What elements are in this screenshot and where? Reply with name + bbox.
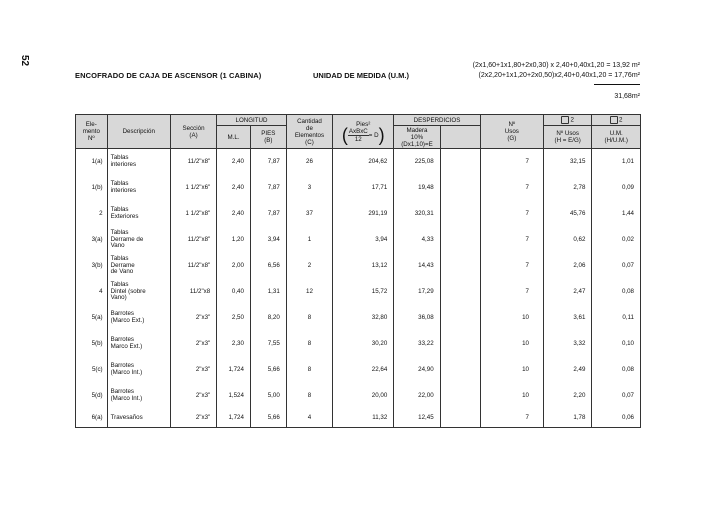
header-h-top: 2 xyxy=(543,115,591,126)
cell-ml: 1,20 xyxy=(217,227,251,253)
cell-pies: 7,87 xyxy=(250,149,286,176)
cell-pies2: 13,12 xyxy=(333,253,394,279)
header-pies2-label: Pies² xyxy=(356,120,371,128)
cell-descripcion: Tablas interiores xyxy=(107,149,170,176)
cell-cantidad: 8 xyxy=(286,357,332,383)
cell-pies: 5,00 xyxy=(250,383,286,409)
header-usos: Nº Usos (G) xyxy=(480,115,543,149)
cell-descripcion: Tablas Dintel (sobre Vano) xyxy=(107,279,170,305)
document-title: ENCOFRADO DE CAJA DE ASCENSOR (1 CABINA) xyxy=(75,71,262,80)
cell-ml: 1,524 xyxy=(217,383,251,409)
cell-cantidad: 3 xyxy=(286,175,332,201)
cell-um: 0,09 xyxy=(592,175,641,201)
header-longitud: LONGITUD xyxy=(217,115,287,126)
cell-pies2: 3,94 xyxy=(333,227,394,253)
cell-um: 1,44 xyxy=(592,201,641,227)
pies2-equals: = D xyxy=(368,131,379,139)
cell-usos: 7 xyxy=(480,409,543,428)
cell-h: 1,78 xyxy=(543,409,591,428)
pies2-denominator: 12 xyxy=(354,135,362,143)
cell-pies: 7,87 xyxy=(250,201,286,227)
cell-madera: 24,90 xyxy=(394,357,440,383)
table-row xyxy=(76,227,641,253)
cell-pies2: 15,72 xyxy=(333,279,394,305)
cell-h: 2,47 xyxy=(543,279,591,305)
cell-elemento: 4 xyxy=(76,279,108,305)
cell-empty xyxy=(440,331,480,357)
cell-empty xyxy=(440,383,480,409)
cell-madera: 36,08 xyxy=(394,305,440,331)
unit-of-measure-title: UNIDAD DE MEDIDA (U.M.) xyxy=(313,71,409,80)
cell-cantidad: 12 xyxy=(286,279,332,305)
table-row xyxy=(76,409,641,428)
cell-empty xyxy=(440,409,480,428)
cell-cantidad: 4 xyxy=(286,409,332,428)
cell-ml: 2,40 xyxy=(217,175,251,201)
cell-madera: 14,43 xyxy=(394,253,440,279)
cell-madera: 4,33 xyxy=(394,227,440,253)
cell-madera: 12,45 xyxy=(394,409,440,428)
cell-pies: 3,94 xyxy=(250,227,286,253)
cell-descripcion: Barrotes (Marco Ext.) xyxy=(107,305,170,331)
cell-usos: 10 xyxy=(480,383,543,409)
cell-seccion: 2"x3" xyxy=(170,305,216,331)
cell-pies: 1,31 xyxy=(250,279,286,305)
cell-usos: 7 xyxy=(480,201,543,227)
cell-elemento: 5(a) xyxy=(76,305,108,331)
cell-descripcion: Tablas interiores xyxy=(107,175,170,201)
cell-um: 0,10 xyxy=(592,331,641,357)
cell-empty xyxy=(440,253,480,279)
cell-elemento: 1(b) xyxy=(76,175,108,201)
cell-usos: 10 xyxy=(480,305,543,331)
page-number: 52 xyxy=(19,55,30,67)
cell-descripcion: Tablas Derrame de Vano xyxy=(107,227,170,253)
cell-seccion: 2"x3" xyxy=(170,331,216,357)
cell-seccion: 2"x3" xyxy=(170,383,216,409)
sum-rule xyxy=(594,84,640,85)
table-row xyxy=(76,253,641,279)
cell-cantidad: 8 xyxy=(286,305,332,331)
table-body xyxy=(76,149,641,428)
cell-elemento: 5(c) xyxy=(76,357,108,383)
cell-h: 2,78 xyxy=(543,175,591,201)
cell-cantidad: 1 xyxy=(286,227,332,253)
formwork-table xyxy=(75,114,641,428)
cell-pies: 7,87 xyxy=(250,175,286,201)
cell-descripcion: Barrotes (Marco Int.) xyxy=(107,357,170,383)
cell-empty xyxy=(440,175,480,201)
header-seccion: Sección (A) xyxy=(170,115,216,149)
cell-pies2: 22,64 xyxy=(333,357,394,383)
pies2-numerator: AxBxC xyxy=(348,127,368,135)
cell-pies: 6,56 xyxy=(250,253,286,279)
cell-seccion: 1 1/2"x8" xyxy=(170,201,216,227)
cell-um: 1,01 xyxy=(592,149,641,176)
table-row xyxy=(76,331,641,357)
header-pies2-formula: ( $\frac{\text{AxBxC}}{12}$ = D) xyxy=(341,125,385,145)
cell-pies2: 291,19 xyxy=(333,201,394,227)
cell-usos: 7 xyxy=(480,279,543,305)
cell-pies2: 17,71 xyxy=(333,175,394,201)
cell-empty xyxy=(440,201,480,227)
cell-h: 45,76 xyxy=(543,201,591,227)
table-row xyxy=(76,201,641,227)
cell-pies: 5,66 xyxy=(250,409,286,428)
cell-empty xyxy=(440,357,480,383)
header-cantidad: Cantidad de Elementos (C) xyxy=(286,115,332,149)
cell-um: 0,07 xyxy=(592,253,641,279)
cell-cantidad: 37 xyxy=(286,201,332,227)
cell-ml: 1,724 xyxy=(217,357,251,383)
cell-madera: 19,48 xyxy=(394,175,440,201)
cell-h: 2,20 xyxy=(543,383,591,409)
cell-pies: 5,66 xyxy=(250,357,286,383)
cell-empty xyxy=(440,149,480,176)
cell-um: 0,08 xyxy=(592,279,641,305)
cell-um: 0,06 xyxy=(592,409,641,428)
cell-pies2: 20,00 xyxy=(333,383,394,409)
cell-empty xyxy=(440,227,480,253)
cell-h: 32,15 xyxy=(543,149,591,176)
header-pies2 xyxy=(333,115,394,149)
cell-seccion: 11/2"x8" xyxy=(170,253,216,279)
table-row xyxy=(76,383,641,409)
cell-pies2: 30,20 xyxy=(333,331,394,357)
cell-ml: 2,40 xyxy=(217,201,251,227)
cell-elemento: 3(a) xyxy=(76,227,108,253)
cell-um: 0,11 xyxy=(592,305,641,331)
cell-usos: 7 xyxy=(480,175,543,201)
cell-h: 2,49 xyxy=(543,357,591,383)
header-empty xyxy=(440,126,480,149)
cell-elemento: 5(b) xyxy=(76,331,108,357)
cell-descripcion: Barrotes (Marco Int.) xyxy=(107,383,170,409)
cell-seccion: 1 1/2"x6" xyxy=(170,175,216,201)
cell-madera: 33,22 xyxy=(394,331,440,357)
header-descripcion: Descripción xyxy=(107,115,170,149)
cell-usos: 7 xyxy=(480,227,543,253)
table-row xyxy=(76,175,641,201)
grid-icon xyxy=(561,116,569,124)
cell-madera: 320,31 xyxy=(394,201,440,227)
cell-um: 0,08 xyxy=(592,357,641,383)
cell-elemento: 1(a) xyxy=(76,149,108,176)
cell-empty xyxy=(440,305,480,331)
cell-elemento: 2 xyxy=(76,201,108,227)
table-row xyxy=(76,305,641,331)
grid-icon xyxy=(610,116,618,124)
cell-usos: 7 xyxy=(480,149,543,176)
header-elemento: Ele- mento Nº xyxy=(76,115,108,149)
table-row xyxy=(76,357,641,383)
cell-cantidad: 8 xyxy=(286,331,332,357)
cell-h: 2,06 xyxy=(543,253,591,279)
cell-ml: 0,40 xyxy=(217,279,251,305)
header-madera: Madera 10% (Dx1,10)=E xyxy=(394,126,440,149)
cell-elemento: 3(b) xyxy=(76,253,108,279)
cell-madera: 22,00 xyxy=(394,383,440,409)
header-um-top: 2 xyxy=(592,115,641,126)
cell-um: 0,02 xyxy=(592,227,641,253)
area-total: 31,68m² xyxy=(614,93,640,100)
cell-descripcion: Travesaños xyxy=(107,409,170,428)
cell-seccion: 2"x3" xyxy=(170,409,216,428)
cell-madera: 17,29 xyxy=(394,279,440,305)
cell-descripcion: Tablas Exteriores xyxy=(107,201,170,227)
cell-seccion: 11/2"x8" xyxy=(170,227,216,253)
cell-usos: 10 xyxy=(480,357,543,383)
area-formula-1: (2x1,60+1x1,80+2x0,30) x 2,40+0,40x1,20 = 13,92 m² xyxy=(472,62,640,69)
cell-usos: 7 xyxy=(480,253,543,279)
table-row xyxy=(76,279,641,305)
cell-pies2: 11,32 xyxy=(333,409,394,428)
cell-um: 0,07 xyxy=(592,383,641,409)
cell-h: 3,32 xyxy=(543,331,591,357)
cell-empty xyxy=(440,279,480,305)
cell-descripcion: Barrotes Marco Ext.) xyxy=(107,331,170,357)
cell-descripcion: Tablas Derrame de Vano xyxy=(107,253,170,279)
cell-ml: 2,40 xyxy=(217,149,251,176)
cell-elemento: 5(d) xyxy=(76,383,108,409)
cell-cantidad: 8 xyxy=(286,383,332,409)
cell-pies2: 32,80 xyxy=(333,305,394,331)
cell-seccion: 11/2"x8 xyxy=(170,279,216,305)
header-pies-b: PIES (B) xyxy=(250,126,286,149)
header-desperdicios: DESPERDICIOS xyxy=(394,115,480,126)
cell-ml: 2,00 xyxy=(217,253,251,279)
area-formula-2: (2x2,20+1x1,20+2x0,50)x2,40+0,40x1,20 = 17,76m² xyxy=(478,72,640,79)
cell-elemento: 6(a) xyxy=(76,409,108,428)
cell-usos: 10 xyxy=(480,331,543,357)
table-row xyxy=(76,149,641,176)
header-h-bottom: Nº Usos (H = E/G) xyxy=(543,126,591,149)
cell-madera: 225,08 xyxy=(394,149,440,176)
header-ml: M.L. xyxy=(217,126,251,149)
cell-seccion: 11/2"x8" xyxy=(170,149,216,176)
cell-pies: 7,55 xyxy=(250,331,286,357)
header-um-bottom: U.M. (H/U.M.) xyxy=(592,126,641,149)
cell-pies: 8,20 xyxy=(250,305,286,331)
cell-seccion: 2"x3" xyxy=(170,357,216,383)
cell-h: 3,61 xyxy=(543,305,591,331)
cell-pies2: 204,62 xyxy=(333,149,394,176)
cell-ml: 2,50 xyxy=(217,305,251,331)
cell-ml: 2,30 xyxy=(217,331,251,357)
cell-h: 0,62 xyxy=(543,227,591,253)
cell-cantidad: 26 xyxy=(286,149,332,176)
cell-ml: 1,724 xyxy=(217,409,251,428)
cell-cantidad: 2 xyxy=(286,253,332,279)
